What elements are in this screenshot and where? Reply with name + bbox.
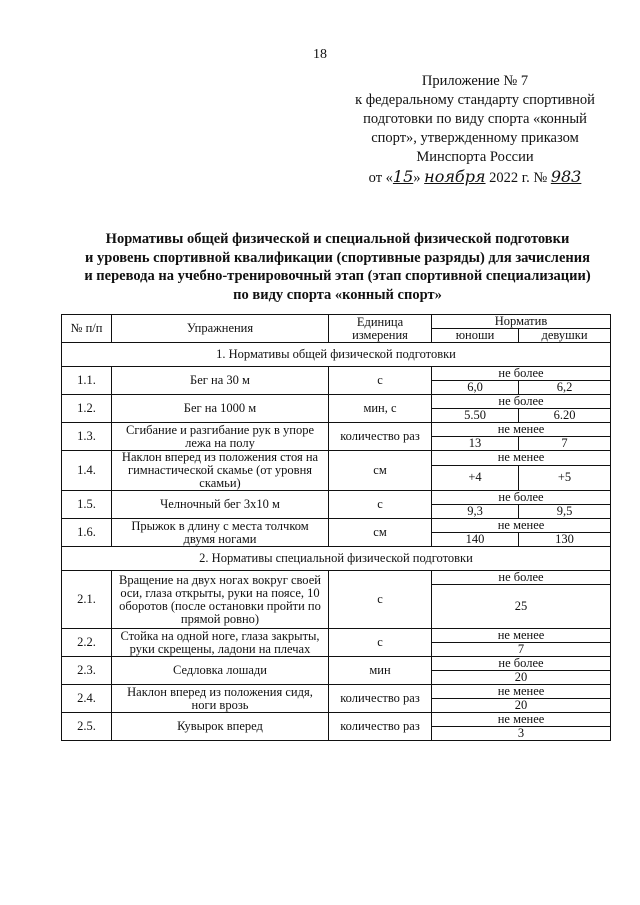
appendix-line-1: Приложение № 7 — [421, 73, 529, 89]
unit: количество раз — [329, 685, 432, 713]
row-number: 1.3. — [62, 423, 112, 451]
boys-value: 140 — [432, 533, 519, 547]
exercise-name: Бег на 30 м — [112, 367, 329, 395]
norm-condition: не менее — [432, 423, 611, 437]
appendix-header — [330, 72, 620, 188]
date-prefix: от « — [368, 170, 393, 186]
header-num: № п/п — [62, 315, 112, 343]
appendix-line-3: подготовки по виду спорта «конный — [363, 111, 587, 127]
table-row — [62, 571, 611, 585]
exercise-name: Стойка на одной ноге, глаза закрыты, руки скрещены, ладони на плечах — [112, 629, 329, 657]
section-1-heading: 1. Нормативы общей физической подготовки — [62, 343, 611, 367]
title-line-4: по виду спорта «конный спорт» — [233, 286, 442, 303]
table-row — [62, 713, 611, 727]
title-line-2: и уровень спортивной квалификации (спортивные разряды) для зачисления — [85, 249, 590, 266]
row-number: 1.4. — [62, 451, 112, 491]
header-boys: юноши — [432, 329, 519, 343]
row-number: 1.2. — [62, 395, 112, 423]
norm-condition: не более — [432, 657, 611, 671]
exercise-name: Наклон вперед из положения стоя на гимнастической скамье (от уровня скамьи) — [112, 451, 329, 491]
exercise-name: Прыжок в длину с места толчком двумя ногами — [112, 519, 329, 547]
table-row — [62, 423, 611, 437]
norm-condition: не более — [432, 491, 611, 505]
document-title — [60, 230, 615, 304]
unit: см — [329, 451, 432, 491]
title-line-1: Нормативы общей физической и специальной физической подготовки — [105, 231, 570, 247]
girls-value: 9,5 — [519, 505, 611, 519]
norm-value: 3 — [432, 727, 611, 741]
row-number: 2.2. — [62, 629, 112, 657]
girls-value: +5 — [519, 465, 611, 490]
girls-value: 6,2 — [519, 381, 611, 395]
exercise-name: Вращение на двух ногах вокруг своей оси, глаза открыты, руки на поясе, 10 оборотов (после остановки пройти по прямой ровно) — [112, 571, 329, 629]
norm-value: 7 — [432, 643, 611, 657]
row-number: 1.5. — [62, 491, 112, 519]
unit: с — [329, 629, 432, 657]
boys-value: 6,0 — [432, 381, 519, 395]
row-number: 2.3. — [62, 657, 112, 685]
row-number: 2.5. — [62, 713, 112, 741]
page-number: 18 — [313, 47, 327, 62]
table-row — [62, 491, 611, 505]
norm-condition: не менее — [432, 451, 611, 466]
norm-condition: не более — [432, 395, 611, 409]
norm-condition: не менее — [432, 713, 611, 727]
unit: с — [329, 367, 432, 395]
norm-value: 20 — [432, 671, 611, 685]
title-line-3: и перевода на учебно-тренировочный этап (этап спортивной специализации) — [84, 268, 591, 284]
norm-condition: не менее — [432, 685, 611, 699]
unit: количество раз — [329, 423, 432, 451]
table-row — [62, 395, 611, 409]
boys-value: 5.50 — [432, 409, 519, 423]
date-month: ноября — [424, 167, 486, 186]
row-number: 1.6. — [62, 519, 112, 547]
norm-condition: не менее — [432, 629, 611, 643]
order-number: 983 — [550, 167, 582, 186]
norm-value: 25 — [432, 585, 611, 629]
row-number: 2.4. — [62, 685, 112, 713]
table-row — [62, 519, 611, 533]
girls-value: 130 — [519, 533, 611, 547]
girls-value: 6.20 — [519, 409, 611, 423]
exercise-name: Сгибание и разгибание рук в упоре лежа на полу — [112, 423, 329, 451]
appendix-line-2: к федеральному стандарту спортивной — [355, 92, 595, 108]
date-mid: » — [413, 170, 421, 186]
unit: количество раз — [329, 713, 432, 741]
exercise-name: Челночный бег 3х10 м — [112, 491, 329, 519]
row-number: 1.1. — [62, 367, 112, 395]
unit: мин — [329, 657, 432, 685]
table-row — [62, 629, 611, 643]
girls-value: 7 — [519, 437, 611, 451]
unit: мин, с — [329, 395, 432, 423]
row-number: 2.1. — [62, 571, 112, 629]
appendix-line-4: спорт», утвержденному приказом — [371, 130, 579, 146]
date-year: 2022 г. № — [485, 170, 551, 186]
exercise-name: Наклон вперед из положения сидя, ноги врозь — [112, 685, 329, 713]
section-2-heading: 2. Нормативы специальной физической подготовки — [62, 547, 611, 571]
header-girls: девушки — [519, 329, 611, 343]
exercise-name: Бег на 1000 м — [112, 395, 329, 423]
table-row — [62, 685, 611, 699]
appendix-line-5: Минспорта России — [416, 149, 534, 165]
unit: с — [329, 491, 432, 519]
header-norm: Норматив — [432, 315, 611, 329]
boys-value: 13 — [432, 437, 519, 451]
header-unit: Единица измерения — [329, 315, 432, 343]
boys-value: +4 — [432, 465, 519, 490]
norm-condition: не более — [432, 367, 611, 381]
unit: с — [329, 571, 432, 629]
table-row — [62, 657, 611, 671]
header-exercise: Упражнения — [112, 315, 329, 343]
appendix-date-line — [330, 167, 620, 188]
norm-condition: не более — [432, 571, 611, 585]
table-row — [62, 451, 611, 466]
table-row — [62, 367, 611, 381]
norm-value: 20 — [432, 699, 611, 713]
date-day: 15 — [392, 167, 414, 186]
boys-value: 9,3 — [432, 505, 519, 519]
norms-table — [61, 314, 611, 741]
norm-condition: не менее — [432, 519, 611, 533]
exercise-name: Кувырок вперед — [112, 713, 329, 741]
exercise-name: Седловка лошади — [112, 657, 329, 685]
unit: см — [329, 519, 432, 547]
